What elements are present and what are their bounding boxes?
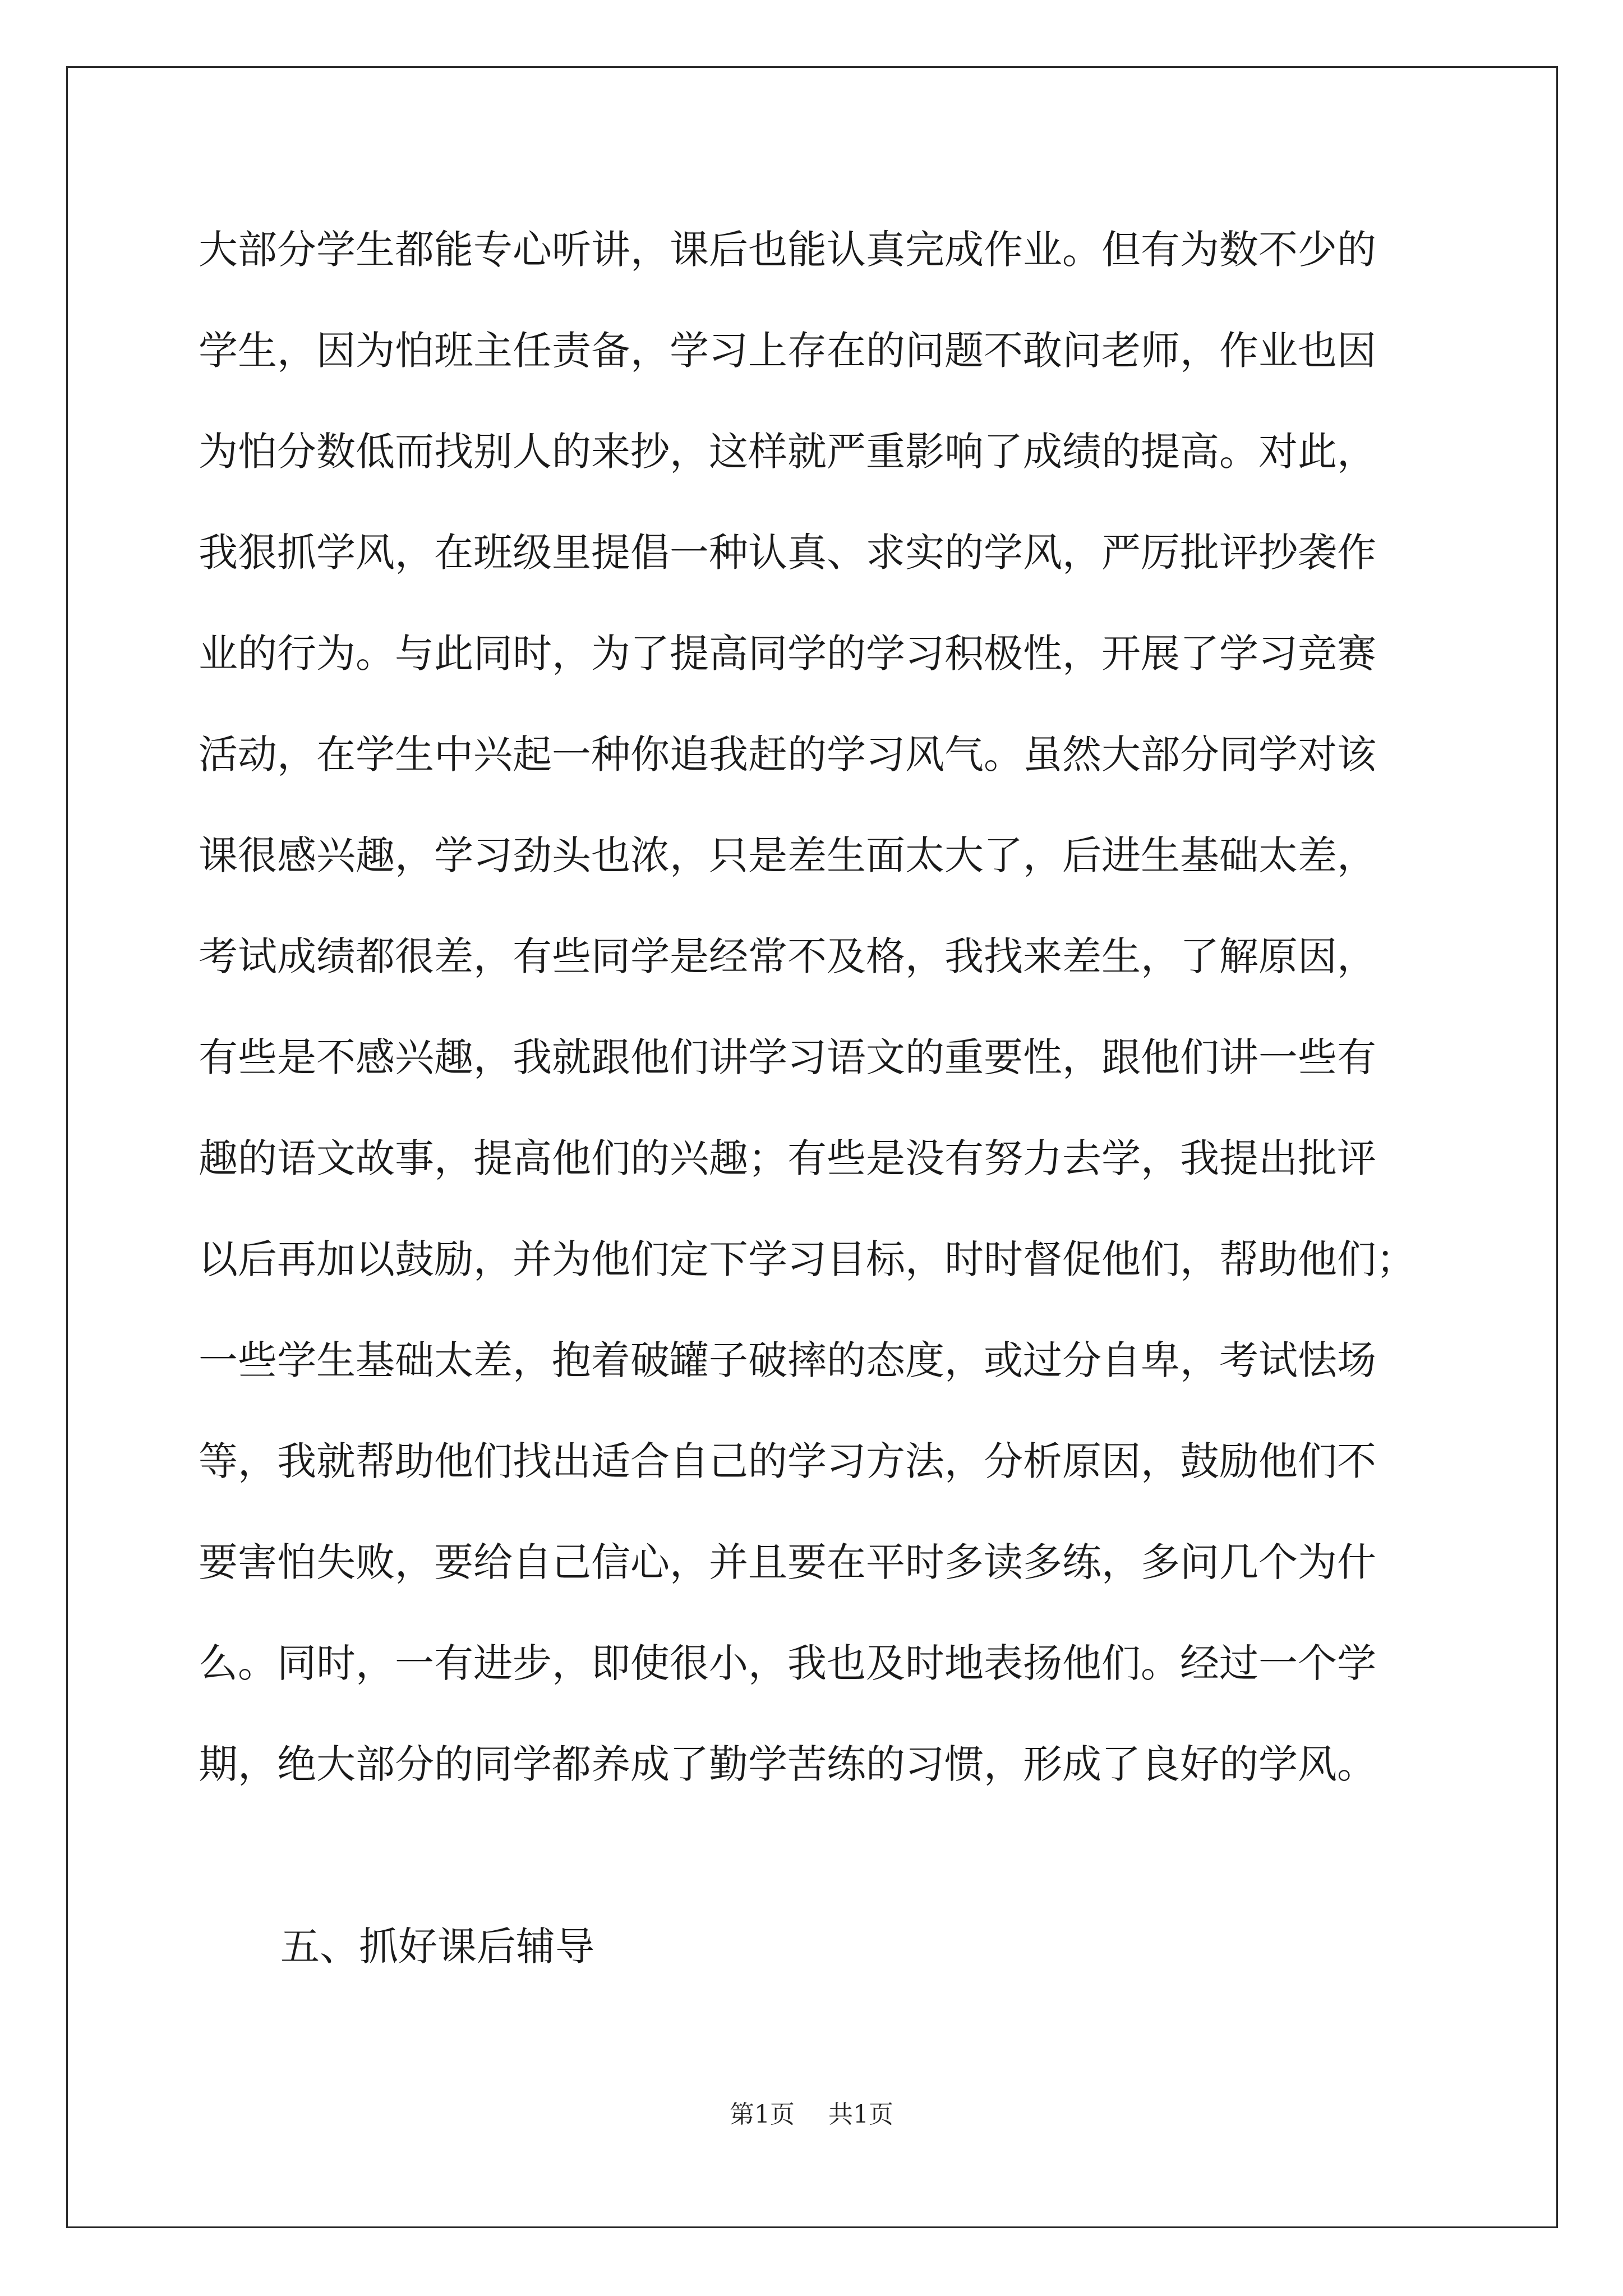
paragraph-line: 我狠抓学风，在班级里提倡一种认真、求实的学风，严厉批评抄袭作 <box>199 530 1376 576</box>
paragraph-line: 学生，因为怕班主任责备，学习上存在的问题不敢问老师，作业也因 <box>199 328 1376 374</box>
section-heading: 五、抓好课后辅导 <box>280 1924 594 1970</box>
paragraph-line: 有些是不感兴趣，我就跟他们讲学习语文的重要性，跟他们讲一些有 <box>199 1034 1376 1080</box>
page-number: 第1页 <box>730 2100 795 2129</box>
paragraph-line: 要害怕失败，要给自己信心，并且要在平时多读多练，多问几个为什 <box>199 1539 1376 1585</box>
body-paragraph <box>199 216 1449 1832</box>
paragraph-line: 考试成绩都很差，有些同学是经常不及格，我找来差生，了解原因， <box>199 933 1376 979</box>
paragraph-line: 趣的语文故事，提高他们的兴趣；有些是没有努力去学，我提出批评 <box>199 1135 1376 1181</box>
paragraph-line: 么。同时，一有进步，即使很小，我也及时地表扬他们。经过一个学 <box>199 1640 1376 1686</box>
paragraph-line: 期，绝大部分的同学都养成了勤学苦练的习惯，形成了良好的学风。 <box>199 1741 1376 1787</box>
page-footer <box>0 2098 1623 2132</box>
paragraph-line: 活动，在学生中兴起一种你追我赶的学习风气。虽然大部分同学对该 <box>199 731 1376 777</box>
paragraph-line: 为怕分数低而找别人的来抄，这样就严重影响了成绩的提高。对此， <box>199 429 1376 475</box>
paragraph-line: 等，我就帮助他们找出适合自己的学习方法，分析原因，鼓励他们不 <box>199 1438 1376 1484</box>
paragraph-line: 大部分学生都能专心听讲，课后也能认真完成作业。但有为数不少的 <box>199 227 1376 273</box>
page-total: 共1页 <box>828 2100 893 2129</box>
paragraph-line: 课很感兴趣，学习劲头也浓，只是差生面太大了，后进生基础太差， <box>199 832 1376 878</box>
paragraph-line: 一些学生基础太差，抱着破罐子破摔的态度，或过分自卑，考试怯场 <box>199 1337 1376 1383</box>
paragraph-line: 业的行为。与此同时，为了提高同学的学习积极性，开展了学习竞赛 <box>199 631 1376 677</box>
paragraph-line: 以后再加以鼓励，并为他们定下学习目标，时时督促他们，帮助他们； <box>199 1236 1415 1282</box>
